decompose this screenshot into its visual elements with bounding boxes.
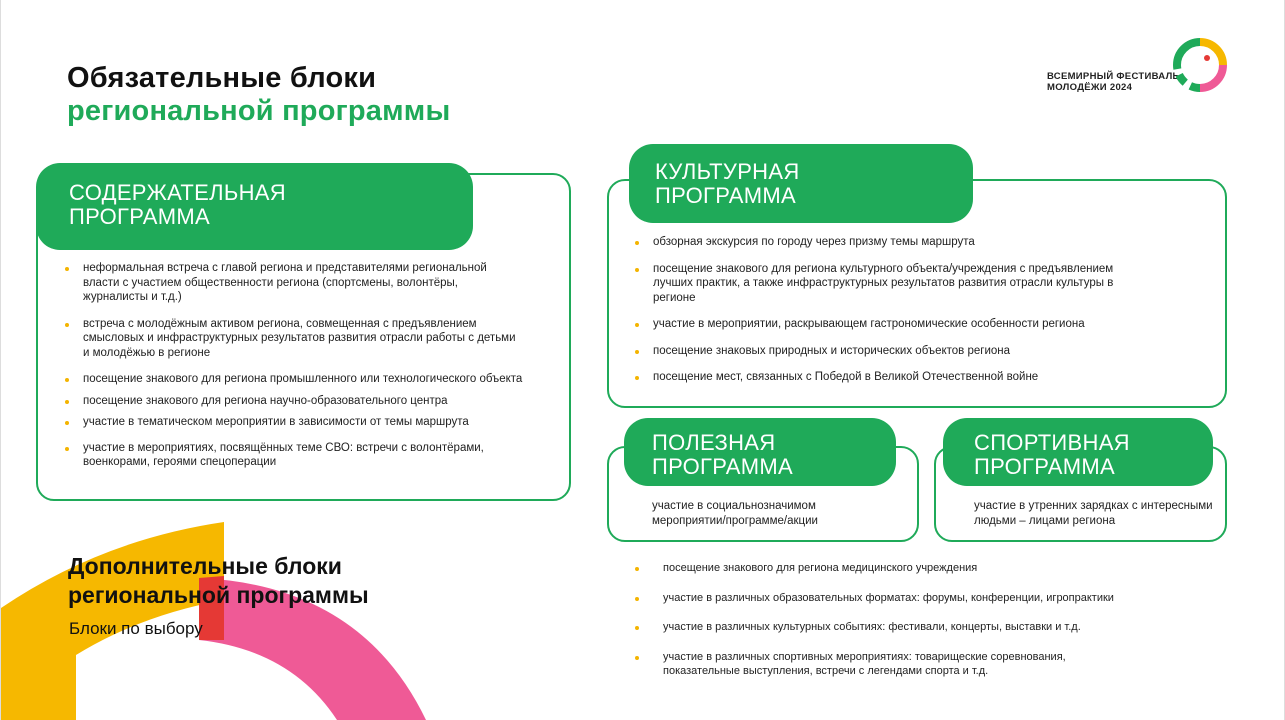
extra-blocks-list (635, 561, 1115, 679)
list-item: участие в тематическом мероприятии в зависимости от темы маршрута (65, 415, 525, 430)
extra-blocks-subtitle: Блоки по выбору (69, 619, 203, 638)
festival-logo (1041, 34, 1231, 96)
list-item: посещение знакового для региона культурного объекта/учреждения с предъявлением лучших практик, а также инфраструктурных результатов развития отрасли культуры в регионе (635, 262, 1135, 306)
useful-program-title (624, 418, 896, 486)
extra-blocks-title-line1: Дополнительные блоки (68, 553, 342, 579)
list-item: посещение знакового для региона промышленного или технологического объекта (65, 372, 525, 387)
list-item: посещение мест, связанных с Победой в Великой Отечественной войне (635, 370, 1135, 385)
useful-program-text: участие в социальнозначимом мероприятии/программе/акции (652, 500, 818, 527)
list-item: участие в различных спортивных мероприятиях: товарищеские соревнования, показательные выступления, встречи с легендами спорта и т.д. (635, 650, 1115, 679)
list-item: обзорная экскурсия по городу через призму темы маршрута (635, 235, 1135, 250)
extra-blocks-title-line2: региональной программы (68, 582, 369, 608)
list-item: участие в различных образовательных форматах: форумы, конференции, игропрактики (635, 591, 1115, 606)
list-item: посещение знакового для региона научно-образовательного центра (65, 394, 525, 409)
content-program-title (36, 163, 473, 250)
list-item: участие в мероприятиях, посвящённых теме СВО: встречи с волонтёрами, военкорами, героями спецоперации (65, 441, 525, 470)
page-title-line1: Обязательные блоки (67, 62, 377, 94)
list-item: участие в различных культурных событиях: фестивали, концерты, выставки и т.д. (635, 620, 1115, 635)
culture-program-list (635, 235, 1135, 385)
logo-text-line1: ВСЕМИРНЫЙ ФЕСТИВАЛЬ (1047, 71, 1180, 82)
useful-program-title-line2: ПРОГРАММА (652, 454, 793, 479)
extra-blocks-title (68, 552, 369, 610)
list-item: посещение знакового для региона медицинского учреждения (635, 561, 1115, 576)
logo-text-line2: МОЛОДЁЖИ 2024 (1047, 82, 1133, 93)
list-item: встреча с молодёжным активом региона, совмещенная с предъявлением смысловых и инфраструктурных результатов развития отрасли работы с детьми и молодёжью в регионе (65, 317, 525, 361)
list-item: посещение знаковых природных и исторических объектов региона (635, 344, 1135, 359)
sport-program-text: участие в утренних зарядках с интересными людьми – лицами региона (974, 500, 1213, 527)
culture-program-title (629, 144, 973, 223)
content-program-list (65, 261, 525, 470)
useful-program-title-line1: ПОЛЕЗНАЯ (652, 430, 776, 455)
decorative-arcs (1, 500, 441, 720)
list-item: участие в мероприятии, раскрывающем гастрономические особенности региона (635, 317, 1135, 332)
logo-text (1047, 71, 1180, 93)
logo-ring-icon (1169, 34, 1231, 96)
content-program-title-line1: СОДЕРЖАТЕЛЬНАЯ (69, 180, 286, 205)
sport-program-title-line2: ПРОГРАММА (974, 454, 1115, 479)
content-program-title-line2: ПРОГРАММА (69, 204, 210, 229)
list-item: неформальная встреча с главой региона и представителями региональной власти с участием общественности региона (спортсмены, волонтёры, журналисты и т.д.) (65, 261, 525, 305)
culture-program-title-line2: ПРОГРАММА (655, 183, 796, 208)
culture-program-title-line1: КУЛЬТУРНАЯ (655, 159, 800, 184)
page-title (67, 62, 450, 128)
sport-program-title (943, 418, 1213, 486)
sport-program-title-line1: СПОРТИВНАЯ (974, 430, 1130, 455)
page-title-line2: региональной программы (67, 95, 451, 127)
